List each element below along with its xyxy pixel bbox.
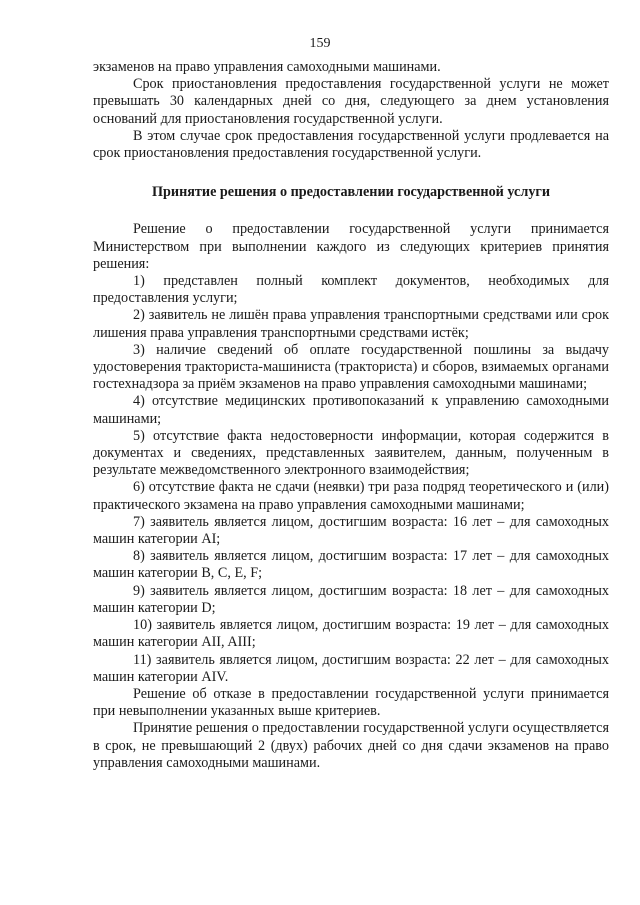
criterion-item: 3) наличие сведений об оплате государственной пошлины за выдачу удостоверения тракториста-машиниста (тракториста) и сборов, взимаемых органами гостехнадзора за приём экзаменов на право управления самоходными машинами; bbox=[93, 341, 609, 393]
paragraph-decision-intro: Решение о предоставлении государственной услуги принимается Министерством при выполнении каждого из следующих критериев принятия решения: bbox=[93, 221, 609, 272]
criterion-item: 10) заявитель является лицом, достигшим возраста: 19 лет – для самоходных машин категории AII, AIII; bbox=[93, 617, 609, 651]
criteria-list bbox=[93, 273, 609, 686]
criterion-item: 9) заявитель является лицом, достигшим возраста: 18 лет – для самоходных машин категории D; bbox=[93, 582, 609, 616]
paragraph-suspension-term: Срок приостановления предоставления государственной услуги не может превышать 30 календарных дней со дня, следующего за днем установления оснований для приостановления государственной услуги. bbox=[93, 76, 609, 127]
document-body bbox=[93, 59, 609, 772]
criterion-item: 2) заявитель не лишён права управления транспортными средствами или срок лишения права управления транспортными средствами истёк; bbox=[93, 307, 609, 341]
criterion-item: 11) заявитель является лицом, достигшим возраста: 22 лет – для самоходных машин категории AIV. bbox=[93, 651, 609, 685]
criterion-item: 6) отсутствие факта не сдачи (неявки) три раза подряд теоретического и (или) практического экзамена на право управления самоходными машинами; bbox=[93, 479, 609, 513]
criterion-item: 1) представлен полный комплект документов, необходимых для предоставления услуги; bbox=[93, 273, 609, 307]
criterion-item: 5) отсутствие факта недостоверности информации, которая содержится в документах и сведениях, представленных заявителем, данным, полученным в результате межведомственного электронного взаимодействия; bbox=[93, 427, 609, 479]
paragraph-term-extension: В этом случае срок предоставления государственной услуги продлевается на срок приостановления предоставления государственной услуги. bbox=[93, 127, 609, 162]
paragraph-refusal: Решение об отказе в предоставлении государственной услуги принимается при невыполнении указанных выше критериев. bbox=[93, 685, 609, 720]
criterion-item: 4) отсутствие медицинских противопоказаний к управлению самоходными машинами; bbox=[93, 393, 609, 427]
section-heading: Принятие решения о предоставлении государственной услуги bbox=[151, 184, 551, 201]
paragraph-decision-timing: Принятие решения о предоставлении государственной услуги осуществляется в срок, не превышающий 2 (двух) рабочих дней со дня сдачи экзаменов на право управления самоходными машинами. bbox=[93, 720, 609, 771]
criterion-item: 7) заявитель является лицом, достигшим возраста: 16 лет – для самоходных машин категории AI; bbox=[93, 513, 609, 548]
continuation-line: экзаменов на право управления самоходными машинами. bbox=[93, 59, 441, 75]
page-number: 159 bbox=[309, 36, 331, 51]
criterion-item: 8) заявитель является лицом, достигшим возраста: 17 лет – для самоходных машин категории B, C, E, F; bbox=[93, 548, 609, 582]
